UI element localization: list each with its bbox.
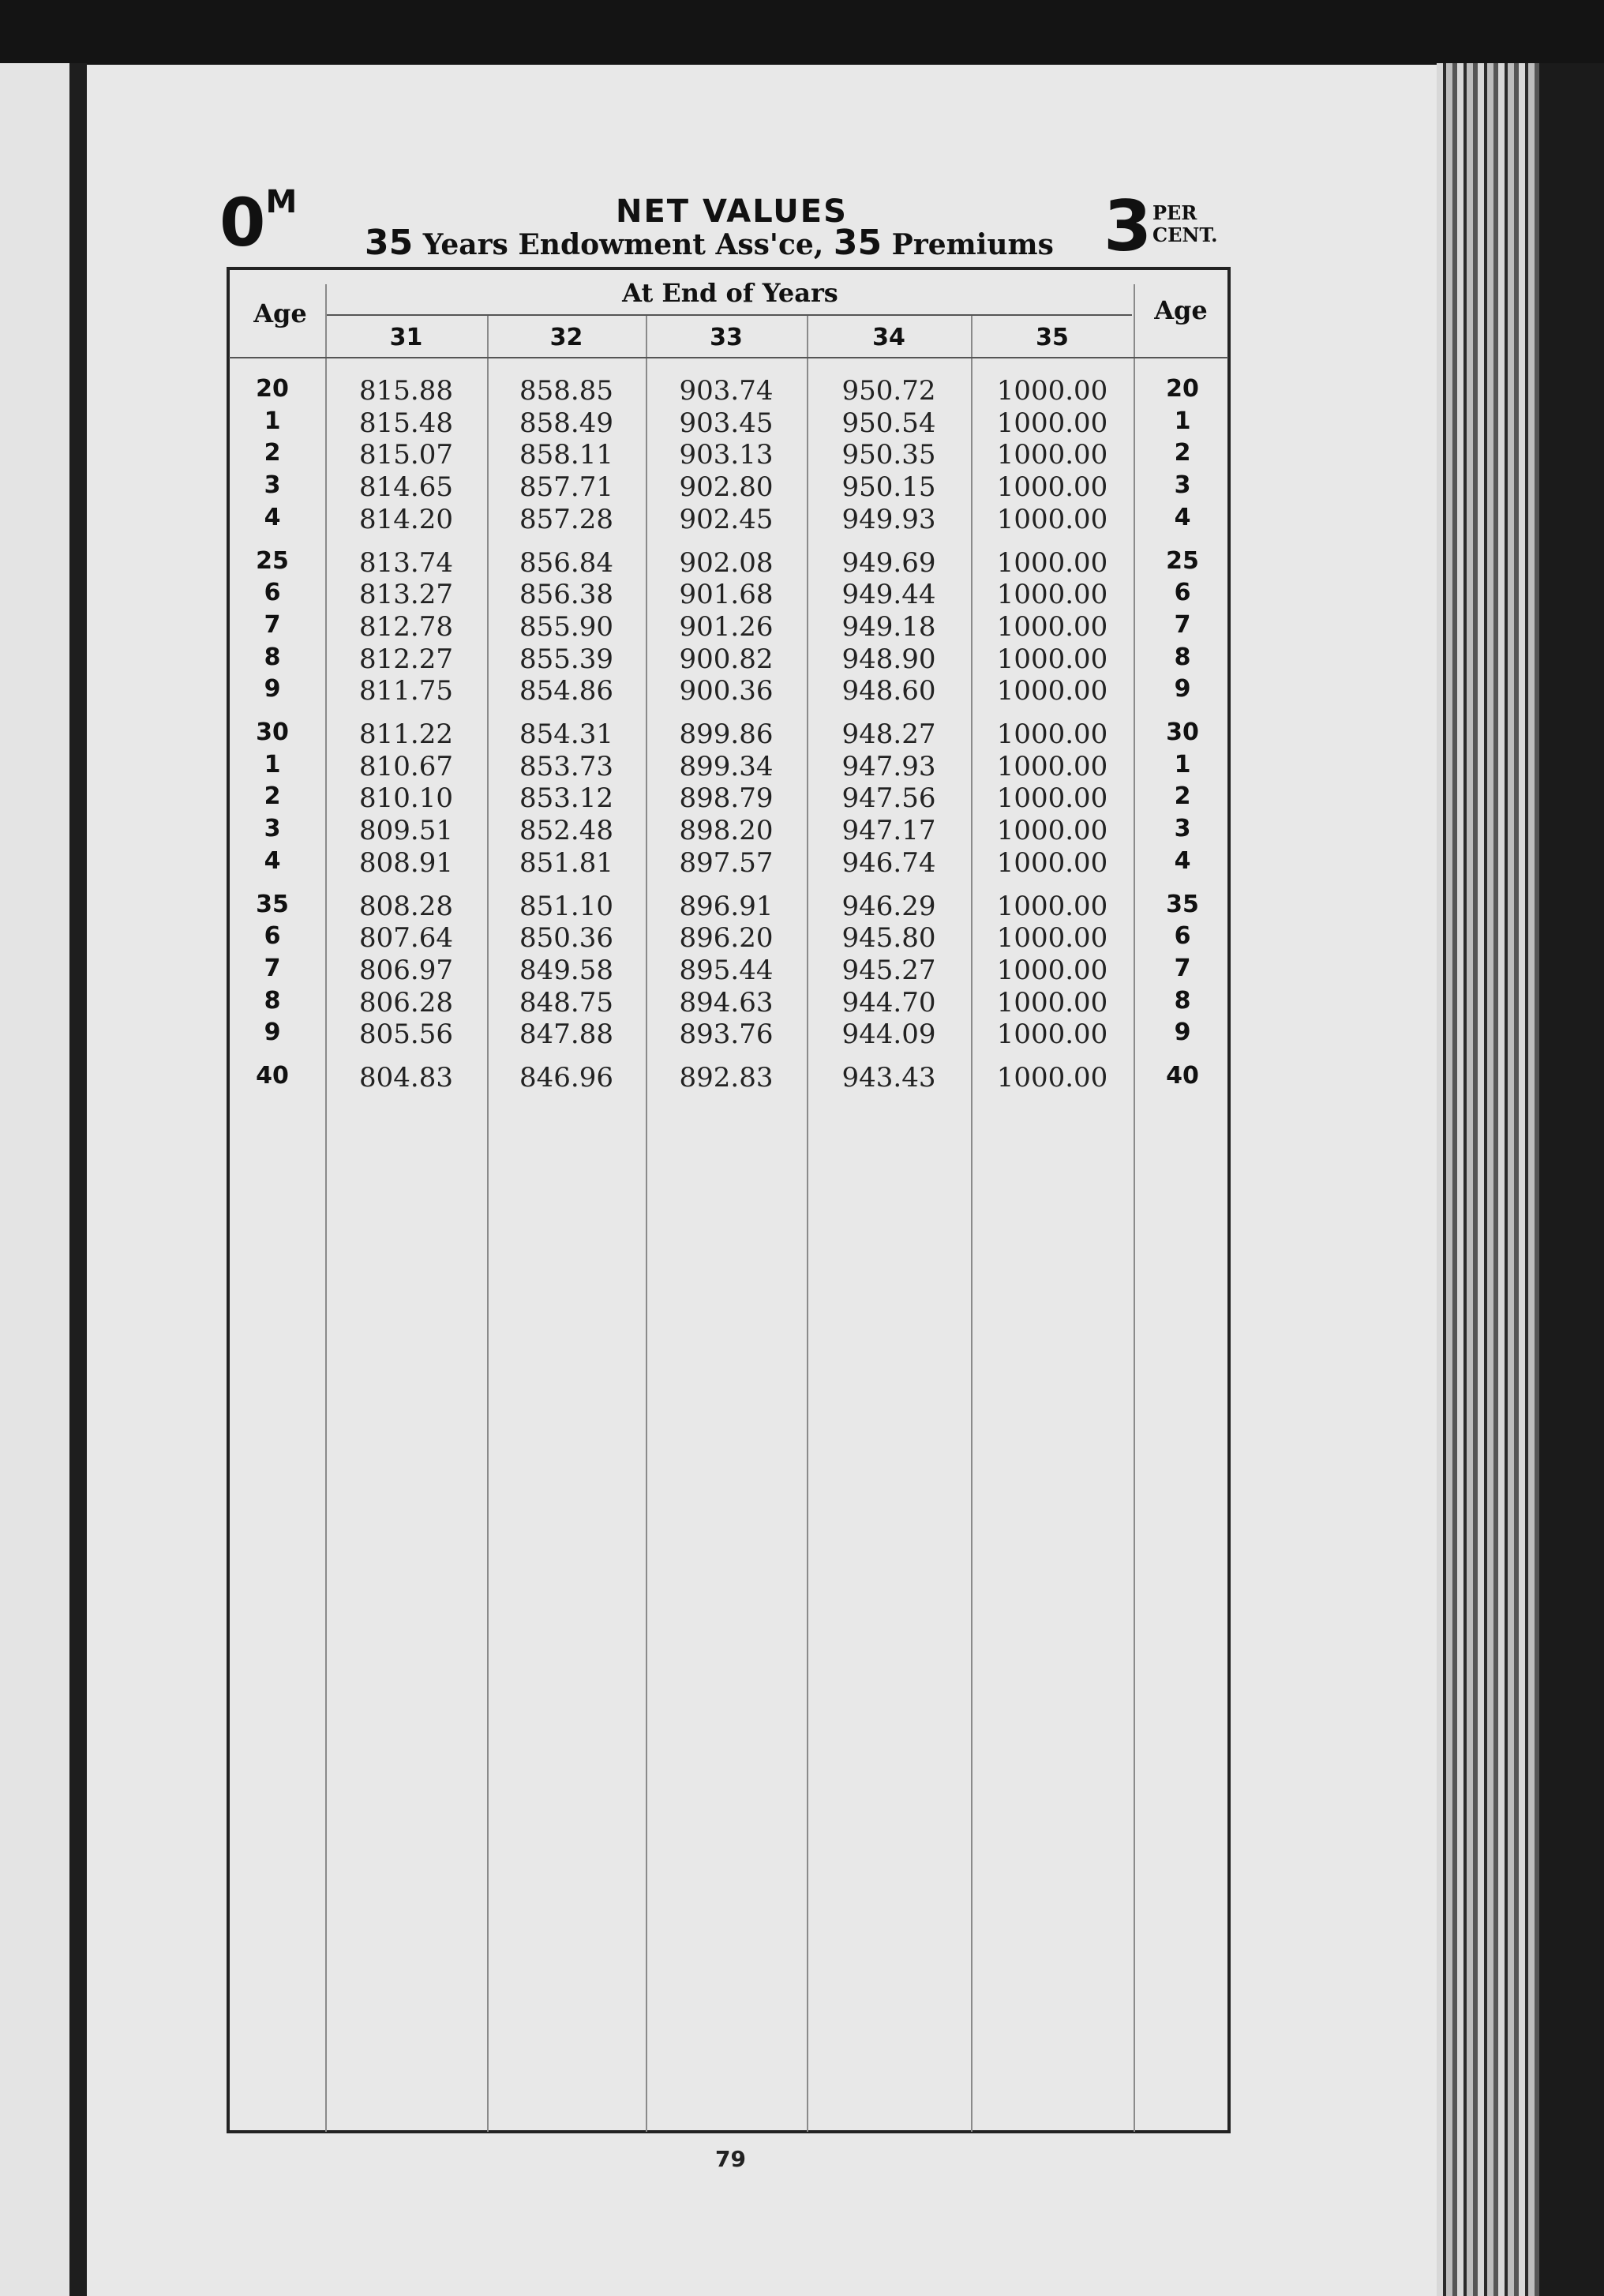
- table-cell: 1000.00: [996, 504, 1108, 535]
- table-cell: 853.73: [519, 751, 613, 782]
- table-cell: 1000.00: [996, 407, 1108, 439]
- table-cell: 809.51: [359, 815, 453, 846]
- row-age-right: 1: [1174, 751, 1191, 778]
- table-cell: 1000.00: [996, 643, 1108, 675]
- section-mark: $0^M$: [219, 184, 298, 261]
- table-cell: 943.43: [841, 1062, 936, 1094]
- row-age-right: 8: [1174, 987, 1191, 1015]
- row-age-right: 9: [1174, 675, 1191, 703]
- interest-rate-number: 3: [1104, 186, 1152, 267]
- row-age-right: 40: [1166, 1062, 1199, 1090]
- table-cell: 851.10: [519, 891, 613, 922]
- column-header-32: 32: [549, 324, 583, 351]
- table-cell: 1000.00: [996, 1019, 1108, 1050]
- row-age-right: 1: [1174, 407, 1191, 435]
- row-age-right: 6: [1174, 922, 1191, 950]
- row-age-right: 2: [1174, 439, 1191, 467]
- interest-rate-label: [1152, 202, 1217, 246]
- table-cell: 854.31: [519, 718, 613, 750]
- rate-label-cent: CENT.: [1152, 223, 1218, 246]
- row-age-right: 4: [1174, 504, 1191, 531]
- table-cell: 900.82: [679, 643, 774, 675]
- subtitle-years-num: 35: [365, 223, 414, 263]
- subtitle-premiums-text: Premiums: [891, 228, 1054, 261]
- table-cell: 1000.00: [996, 375, 1108, 407]
- row-age-right: 25: [1166, 547, 1199, 575]
- age-header-left: Age: [253, 298, 307, 328]
- table-cell: 851.81: [519, 847, 613, 879]
- table-cell: 944.70: [841, 987, 936, 1019]
- table-cell: 813.27: [359, 579, 453, 610]
- row-age-left: 1: [264, 751, 281, 778]
- row-age-left: 9: [264, 675, 281, 703]
- table-cell: 948.27: [841, 718, 936, 750]
- column-header-33: 33: [710, 324, 743, 351]
- table-cell: 810.67: [359, 751, 453, 782]
- table-cell: 811.22: [359, 718, 453, 750]
- row-age-right: 3: [1174, 815, 1191, 842]
- row-age-right: 8: [1174, 643, 1191, 671]
- table-cell: 847.88: [519, 1019, 613, 1050]
- table-cell: 948.90: [841, 643, 936, 675]
- table-cell: 1000.00: [996, 1062, 1108, 1094]
- page-subtitle: [365, 223, 1054, 263]
- table-cell: 808.91: [359, 847, 453, 879]
- page-number: 79: [715, 2146, 746, 2172]
- table-cell: 849.58: [519, 955, 613, 986]
- table-cell: 814.20: [359, 504, 453, 535]
- table-cell: 892.83: [679, 1062, 774, 1094]
- table-cell: 902.08: [679, 547, 774, 579]
- table-cell: 944.09: [841, 1019, 936, 1050]
- row-age-left: 1: [264, 407, 281, 435]
- row-age-right: 6: [1174, 579, 1191, 606]
- table-cell: 858.85: [519, 375, 613, 407]
- table-cell: 1000.00: [996, 782, 1108, 814]
- table-cell: 901.68: [679, 579, 774, 610]
- table-cell: 1000.00: [996, 675, 1108, 707]
- subtitle-premiums-num: 35: [833, 223, 883, 263]
- table-cell: 858.49: [519, 407, 613, 439]
- column-header-34: 34: [872, 324, 905, 351]
- table-cell: 898.20: [679, 815, 774, 846]
- row-age-left: 6: [264, 579, 281, 606]
- table-cell: 811.75: [359, 675, 453, 707]
- row-age-left: 8: [264, 643, 281, 671]
- row-age-left: 9: [264, 1019, 281, 1046]
- table-cell: 947.93: [841, 751, 936, 782]
- table-cell: 846.96: [519, 1062, 613, 1094]
- table-cell: 902.80: [679, 471, 774, 503]
- subtitle-years-text: Years Endowment Ass'ce,: [422, 228, 824, 261]
- table-cell: 900.36: [679, 675, 774, 707]
- row-age-right: 20: [1166, 375, 1199, 403]
- table-cell: 855.90: [519, 611, 613, 643]
- table-cell: 950.15: [841, 471, 936, 503]
- column-header-35: 35: [1036, 324, 1069, 351]
- table-cell: 805.56: [359, 1019, 453, 1050]
- row-age-left: 8: [264, 987, 281, 1015]
- table-cell: 813.74: [359, 547, 453, 579]
- table-cell: 948.60: [841, 675, 936, 707]
- table-cell: 850.36: [519, 922, 613, 954]
- table-cell: 857.71: [519, 471, 613, 503]
- table-cell: 808.28: [359, 891, 453, 922]
- header-bottom-rule: [229, 357, 1228, 358]
- table-cell: 855.39: [519, 643, 613, 675]
- rate-label-per: PER: [1152, 201, 1197, 224]
- table-cell: 946.29: [841, 891, 936, 922]
- table-cell: 1000.00: [996, 987, 1108, 1019]
- row-age-right: 9: [1174, 1019, 1191, 1046]
- row-age-left: 3: [264, 815, 281, 842]
- table-cell: 1000.00: [996, 547, 1108, 579]
- table-cell: 1000.00: [996, 955, 1108, 986]
- table-cell: 897.57: [679, 847, 774, 879]
- table-cell: 896.20: [679, 922, 774, 954]
- table-cell: 901.26: [679, 611, 774, 643]
- table-cell: 810.10: [359, 782, 453, 814]
- table-cell: 815.48: [359, 407, 453, 439]
- row-age-left: 2: [264, 782, 281, 810]
- column-divider: [1134, 284, 1135, 2132]
- table-cell: 899.86: [679, 718, 774, 750]
- table-cell: 815.07: [359, 439, 453, 471]
- table-cell: 806.28: [359, 987, 453, 1019]
- table-cell: 1000.00: [996, 922, 1108, 954]
- row-age-left: 35: [256, 891, 289, 918]
- table-cell: 804.83: [359, 1062, 453, 1094]
- group-header-rule: [327, 314, 1132, 316]
- table-cell: 903.74: [679, 375, 774, 407]
- row-age-left: 3: [264, 471, 281, 499]
- table-cell: 856.84: [519, 547, 613, 579]
- table-cell: 1000.00: [996, 847, 1108, 879]
- table-cell: 945.80: [841, 922, 936, 954]
- table-cell: 1000.00: [996, 718, 1108, 750]
- table-cell: 949.69: [841, 547, 936, 579]
- row-age-right: 3: [1174, 471, 1191, 499]
- group-header: At End of Years: [622, 278, 838, 308]
- row-age-right: 2: [1174, 782, 1191, 810]
- table-cell: 806.97: [359, 955, 453, 986]
- table-cell: 848.75: [519, 987, 613, 1019]
- table-cell: 814.65: [359, 471, 453, 503]
- table-cell: 894.63: [679, 987, 774, 1019]
- column-divider: [971, 316, 973, 2132]
- table-cell: 895.44: [679, 955, 774, 986]
- table-cell: 812.78: [359, 611, 453, 643]
- table-cell: 812.27: [359, 643, 453, 675]
- row-age-left: 30: [256, 718, 289, 746]
- row-age-left: 6: [264, 922, 281, 950]
- row-age-left: 20: [256, 375, 289, 403]
- row-age-left: 7: [264, 611, 281, 639]
- table-cell: 1000.00: [996, 815, 1108, 846]
- age-header-right: Age: [1154, 295, 1208, 325]
- table-cell: 947.56: [841, 782, 936, 814]
- table-cell: 1000.00: [996, 471, 1108, 503]
- table-cell: 899.34: [679, 751, 774, 782]
- table-cell: 950.54: [841, 407, 936, 439]
- table-cell: 949.93: [841, 504, 936, 535]
- row-age-left: 4: [264, 504, 281, 531]
- row-age-right: 4: [1174, 847, 1191, 875]
- row-age-left: 40: [256, 1062, 289, 1090]
- table-cell: 853.12: [519, 782, 613, 814]
- row-age-right: 30: [1166, 718, 1199, 746]
- table-cell: 902.45: [679, 504, 774, 535]
- row-age-right: 7: [1174, 611, 1191, 639]
- table-cell: 852.48: [519, 815, 613, 846]
- table-cell: 1000.00: [996, 611, 1108, 643]
- row-age-left: 4: [264, 847, 281, 875]
- table-cell: 949.44: [841, 579, 936, 610]
- table-cell: 945.27: [841, 955, 936, 986]
- row-age-left: 2: [264, 439, 281, 467]
- table-cell: 856.38: [519, 579, 613, 610]
- table-cell: 946.74: [841, 847, 936, 879]
- table-cell: 854.86: [519, 675, 613, 707]
- table-cell: 807.64: [359, 922, 453, 954]
- table-cell: 949.18: [841, 611, 936, 643]
- table-cell: 893.76: [679, 1019, 774, 1050]
- book-spine: [69, 63, 87, 2296]
- table-cell: 1000.00: [996, 891, 1108, 922]
- row-age-left: 25: [256, 547, 289, 575]
- column-divider: [807, 316, 808, 2132]
- scan-right-border: [1539, 63, 1604, 2296]
- table-cell: 858.11: [519, 439, 613, 471]
- section-mark-sup: M: [265, 184, 298, 220]
- scan-top-border: [0, 0, 1604, 71]
- table-cell: 903.13: [679, 439, 774, 471]
- table-cell: 896.91: [679, 891, 774, 922]
- page-title: NET VALUES: [616, 193, 848, 230]
- row-age-right: 7: [1174, 955, 1191, 982]
- row-age-left: 7: [264, 955, 281, 982]
- table-cell: 903.45: [679, 407, 774, 439]
- table-cell: 950.72: [841, 375, 936, 407]
- row-age-right: 35: [1166, 891, 1199, 918]
- column-header-31: 31: [389, 324, 423, 351]
- table-cell: 857.28: [519, 504, 613, 535]
- table-cell: 1000.00: [996, 751, 1108, 782]
- facing-page-edge: [0, 63, 79, 2296]
- table-cell: 1000.00: [996, 439, 1108, 471]
- table-cell: 1000.00: [996, 579, 1108, 610]
- table-cell: 815.88: [359, 375, 453, 407]
- table-cell: 947.17: [841, 815, 936, 846]
- table-cell: 898.79: [679, 782, 774, 814]
- table-cell: 950.35: [841, 439, 936, 471]
